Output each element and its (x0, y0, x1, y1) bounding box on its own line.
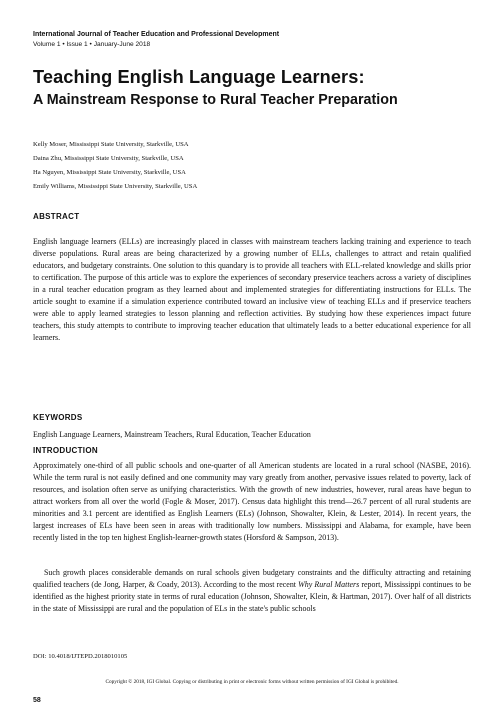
introduction-heading: INTRODUCTION (33, 446, 98, 455)
keywords-heading: KEYWORDS (33, 413, 83, 422)
abstract-heading: ABSTRACT (33, 212, 80, 221)
journal-name: International Journal of Teacher Education and Professional Development (33, 31, 280, 38)
introduction-paragraph: Approximately one-third of all public schools and one-quarter of all American students are located in a rural school (NASBE, 2016). While the term rural is not easily defined and one community may vary greatly from another, pervasive issues related to poverty, lack of resources, and isolation often serve as unifying characteristics. With the growth of new industries, however, rural areas have begun to attract workers from all over the world (Fogle & Moser, 2017). Census data highlight this trend—26.7 percent of all rural students are minorities and 3.1 percent are identified as English Learners (ELs) (Johnson, Showalter, Klein, & Lester, 2014). In recent years, the largest increases of ELs have been seen in areas with traditionally low numbers. Mississippi and Alabama, for example, have been recently listed in the top ten highest English-learner-growth states (Horsford & Sampson, 2013). (33, 461, 471, 542)
introduction-paragraph (33, 567, 471, 615)
report-title: Why Rural Matters (298, 580, 360, 589)
issue-info: Volume 1 • Issue 1 • January-June 2018 (33, 41, 151, 48)
author-affiliation: Kelly Moser, Mississippi State University, Starkville, USA (33, 141, 189, 148)
abstract-text: English language learners (ELLs) are increasingly placed in classes with mainstream teachers lacking training and experience to teach diverse populations. Rural areas are being characterized by a growing number of ELLs, challenges to attract and retain qualified educators, and budgetary constraints. One solution to this quandary is to provide all teachers with ELL-related knowledge and skills prior to certification. The purpose of this article was to explore the experiences of secondary preservice teachers across a variety of disciplines in a rural teacher education program as they learned about and implemented strategies for differentiating instructions for ELLs. The article sought to examine if a simulation experience contributed toward an inclusive view of teaching ELLs and if preservice teachers were able to apply learned strategies to lesson planning and reflection activities. By studying how these experiences impact future teachers, this study attempts to contribute to improving teacher education that ultimately leads to a better educational experience for all learners. (33, 237, 471, 342)
paragraph-text: Such growth places considerable demands on rural schools given budgetary constraints and the difficulty attracting and retaining qualified teachers (de Jong, Harper, & Coady, 2013). According to the most recent (33, 568, 471, 589)
keywords-text: English Language Learners, Mainstream Teachers, Rural Education, Teacher Education (33, 430, 311, 439)
author-list (33, 138, 197, 194)
author-affiliation: Emily Williams, Mississippi State University, Starkville, USA (33, 183, 198, 190)
article-subtitle: A Mainstream Response to Rural Teacher Preparation (33, 92, 398, 108)
page-number: 58 (33, 697, 41, 704)
copyright-notice: Copyright © 2018, IGI Global. Copying or distributing in print or electronic forms without written permission of IGI Global is prohibited. (105, 679, 399, 685)
paragraph-text: report, Mississippi continues to be identified as the highest priority state in terms of rural education (Johnson, Showalter, Klein, & Hartman, 2017). Over half of all districts in the state of Mississippi are rural and the population of ELs in the state's public schools (33, 580, 471, 613)
doi: DOI: 10.4018/IJTEPD.2018010105 (33, 653, 128, 660)
article-title: Teaching English Language Learners: (33, 67, 365, 87)
author-affiliation: Ha Nguyen, Mississippi State University, Starkville, USA (33, 169, 186, 176)
author-affiliation: Daina Zhu, Mississippi State University, Starkville, USA (33, 155, 184, 162)
